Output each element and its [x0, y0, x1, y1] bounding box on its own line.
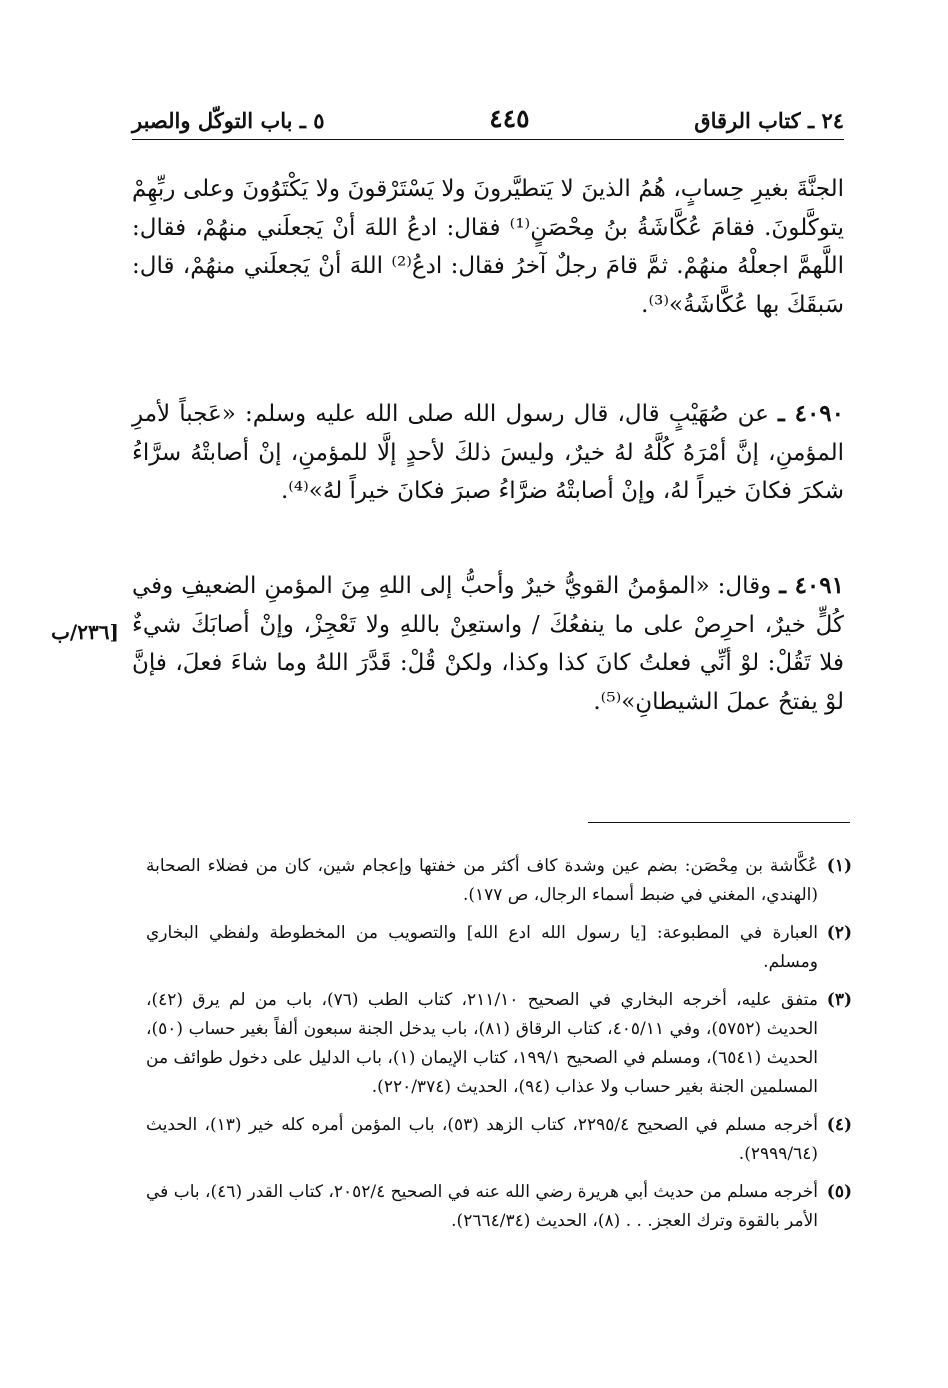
passage-continuation	[132, 170, 844, 324]
footnote-item	[146, 1178, 852, 1236]
footnote-number: (٥)	[826, 1182, 852, 1202]
footnote-text: أخرجه مسلم من حديث أبي هريرة رضي الله عنه في الصحيح ٢٠٥٢/٤، كتاب القدر (٤٦)، باب في الأمر بالقوة وترك العجز. . . (٨)، الحديث (٢٦٦٤/٣٤).	[146, 1182, 818, 1231]
footnote-number: (١)	[826, 856, 852, 876]
hadith-number: ٤٠٩٠ ـ	[778, 400, 845, 427]
passage-text: الجنَّةَ بغيرِ حِسابٍ، هُمُ الذينَ لا يَتطيَّرونَ ولا يَسْتَرْقونَ ولا يَكْتَوُونَ وعلى ربِّهِمْ يتوكَّلونَ. فقامَ عُكَّاشَةُ بنُ مِحْصَنٍ⁽¹⁾ فقال: ادعُ اللهَ أنْ يَجعلَني منهُمْ، فقال: اللَّهمَّ اجعلْهُ منهُمْ. ثمَّ قامَ رجلٌ آخرُ فقال: ادعُ⁽²⁾ اللهَ أنْ يَجعلَني منهُمْ، قال: سَبقَكَ بها عُكَّاشَةُ»⁽³⁾.	[132, 176, 845, 318]
hadith-number: ٤٠٩١ ـ	[779, 572, 844, 599]
hadith-text: عن صُهَيْبٍ قال، قال رسول الله صلى الله عليه وسلم: «عَجباً لأمرِ المؤمنِ، إنَّ أمْرَهُ كُلَّهُ لهُ خيرٌ، وليسَ ذلكَ لأحدٍ إلَّا للمؤمنِ، إنْ أصابتْهُ سرَّاءُ شكرَ فكانَ خيراً لهُ، وإنْ أصابتْهُ ضرَّاءُ صبرَ فكانَ خيراً لهُ»⁽⁴⁾.	[132, 401, 844, 504]
hadith-text: وقال: «المؤمنُ القويُّ خيرٌ وأحبُّ إلى اللهِ مِنَ المؤمنِ الضعيفِ وفي كُلٍّ خيرٌ، احرِصْ على ما ينفعُكَ / واستعِنْ باللهِ ولا تَعْجِزْ، وإنْ أصابَكَ شيءٌ فلا تَقُلْ: لوْ أنِّي فعلتُ كانَ كذا وكذا، ولكنْ قُلْ: قَدَّرَ اللهُ وما شاءَ فعلَ، فإنَّ لوْ يفتحُ عملَ الشيطانِ»⁽⁵⁾.	[132, 573, 844, 715]
header-chapter: ٢٤ ـ كتاب الرقاق	[694, 108, 844, 133]
footnote-item	[146, 1111, 852, 1169]
footnote-item	[146, 986, 852, 1102]
footnote-text: أخرجه مسلم في الصحيح ٢٢٩٥/٤، كتاب الزهد (٥٣)، باب المؤمن أمره كله خير (١٣)، الحديث (٢٩٩٩/٦٤).	[146, 1115, 818, 1164]
footnote-number: (٢)	[826, 923, 852, 943]
page-header	[132, 100, 844, 140]
footnote-divider	[588, 822, 850, 823]
footnote-item	[146, 919, 852, 977]
footnote-number: (٤)	[826, 1115, 852, 1135]
footnote-text: متفق عليه، أخرجه البخاري في الصحيح ٢١١/١٠، كتاب الطب (٧٦)، باب من لم يرق (٤٢)، الحديث (٥٧٥٢)، وفي ٤٠٥/١١، كتاب الرقاق (٨١)، باب يدخل الجنة سبعون ألفاً بغير حساب (٥٠)، الحديث (٦٥٤١)، ومسلم في الصحيح ١٩٩/١، كتاب الإيمان (١)، باب الدليل على دخول طوائف من المسلمين الجنة بغير حساب ولا عذاب (٩٤)، الحديث (٢٢٠/٣٧٤).	[146, 990, 819, 1097]
manuscript-folio-note: [٢٣٦/ب	[51, 620, 119, 644]
footnotes	[146, 852, 852, 1245]
hadith-4090	[132, 395, 844, 511]
footnote-text: العبارة في المطبوعة: [يا رسول الله ادع الله] والتصويب من المخطوطة ولفظي البخاري ومسلم.	[146, 923, 818, 972]
header-section: ٥ ـ باب التوكّل والصبر	[132, 108, 325, 133]
footnote-text: عُكَّاشة بن مِحْصَن: بضم عين وشدة كاف أكثر من خفتها وإعجام شين، كان من فضلاء الصحابة (الهندي، المغني في ضبط أسماء الرجال، ص ١٧٧).	[146, 856, 818, 905]
page-number: ٤٤٥	[489, 104, 530, 133]
hadith-4091	[132, 567, 844, 721]
footnote-item	[146, 852, 852, 910]
footnote-number: (٣)	[826, 990, 852, 1010]
